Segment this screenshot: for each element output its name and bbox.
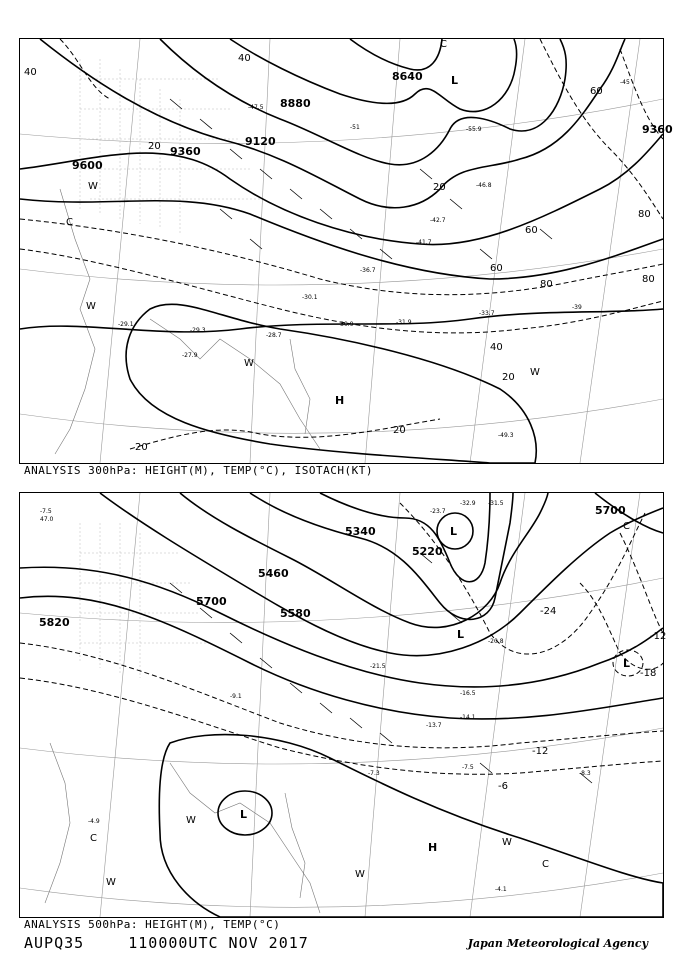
temp-label: -7.5 xyxy=(40,508,52,515)
temp-contour-label: -6 xyxy=(498,781,508,792)
temp-label: -32.9 xyxy=(460,500,476,507)
temp-label: -41.7 xyxy=(416,239,432,246)
temp-label: 47.0 xyxy=(40,516,54,523)
temp-label: -49.3 xyxy=(498,432,514,439)
map-300hpa xyxy=(19,38,673,464)
isotach-label: 40 xyxy=(238,53,251,64)
caption-300hpa: ANALYSIS 300hPa: HEIGHT(M), TEMP(°C), ISOTACH(KT) xyxy=(24,464,374,477)
high-ring xyxy=(126,304,536,463)
isotach-label: 20 xyxy=(393,425,406,436)
warm-center: W xyxy=(502,837,512,848)
map-500hpa xyxy=(19,492,667,918)
height-labels xyxy=(72,70,673,172)
isotach-label: 40 xyxy=(490,342,503,353)
isotach-label: 20 xyxy=(502,372,515,383)
valid-time: 110000UTC NOV 2017 xyxy=(128,934,309,952)
isotach-label: 60 xyxy=(590,86,603,97)
temp-label: -29.3 xyxy=(190,327,206,334)
warm-center: W xyxy=(244,358,254,369)
low-center: L xyxy=(623,657,631,670)
isotach-label: 80 xyxy=(638,209,651,220)
temp-label: -51 xyxy=(350,124,360,131)
cold-center: C xyxy=(66,217,73,228)
temp-label: -27.9 xyxy=(182,352,198,359)
isotach-label: 80 xyxy=(642,274,655,285)
temp-label: -30.9 xyxy=(338,321,354,328)
temperature-contours xyxy=(20,503,663,774)
temp-label: -13.7 xyxy=(426,722,442,729)
agency-name: Japan Meteorological Agency xyxy=(467,937,648,950)
height-label: 5460 xyxy=(258,567,289,580)
height-label: 9360 xyxy=(170,145,201,158)
temp-label: -7.3 xyxy=(368,770,380,777)
temp-label: -21.5 xyxy=(370,663,386,670)
temp-label: -46.8 xyxy=(476,182,492,189)
isotach-label: 20 xyxy=(433,182,446,193)
cold-center: C xyxy=(623,521,630,532)
warm-center: W xyxy=(186,815,196,826)
temp-label: -36.7 xyxy=(360,267,376,274)
temp-label: -20.8 xyxy=(488,638,504,645)
temp-contour-label: -12 xyxy=(650,631,667,642)
isotach-label: 40 xyxy=(24,67,37,78)
height-label: 5700 xyxy=(595,504,626,517)
isotach-label: 20 xyxy=(135,442,148,453)
isotachs xyxy=(20,39,663,449)
isotach-labels xyxy=(24,53,655,453)
warm-center: W xyxy=(530,367,540,378)
height-label: 9600 xyxy=(72,159,103,172)
temp-label: -39 xyxy=(572,304,582,311)
height-label: 5340 xyxy=(345,525,376,538)
warm-center: W xyxy=(106,877,116,888)
temp-label: -16.5 xyxy=(460,690,476,697)
temp-label: -4.1 xyxy=(495,886,507,893)
temp-label: -33.7 xyxy=(479,310,495,317)
temp-label: -31.5 xyxy=(488,500,504,507)
height-label: 5580 xyxy=(280,607,311,620)
temp-label: -8.3 xyxy=(579,770,591,777)
temp-label: -45 xyxy=(620,79,630,86)
height-label: 9120 xyxy=(245,135,276,148)
cold-center: C xyxy=(440,39,447,50)
pressure-centers xyxy=(66,39,540,407)
cold-hatching xyxy=(80,523,210,678)
isotach-label: 20 xyxy=(148,141,161,152)
isotach-label: 60 xyxy=(490,263,503,274)
low-center: L xyxy=(450,525,458,538)
height-label: 5700 xyxy=(196,595,227,608)
temp-label: -29.1 xyxy=(118,321,134,328)
isotach-label: 60 xyxy=(525,225,538,236)
temp-contour-label: -18 xyxy=(640,668,657,679)
temp-label: -9.1 xyxy=(230,693,242,700)
temp-label: -31.9 xyxy=(396,319,412,326)
high-center: H xyxy=(428,841,438,854)
chart-identifier xyxy=(24,934,309,952)
low-center: L xyxy=(240,808,248,821)
map-500hpa-canvas xyxy=(20,493,667,917)
warm-center: W xyxy=(86,301,96,312)
height-label: 8640 xyxy=(392,70,423,83)
height-label: 5820 xyxy=(39,616,70,629)
temp-label: -30.1 xyxy=(302,294,318,301)
cold-center: C xyxy=(542,859,549,870)
cold-center: C xyxy=(90,833,97,844)
temp-label: -4.9 xyxy=(88,818,100,825)
temp-label: -23.7 xyxy=(430,508,446,515)
height-labels xyxy=(39,504,626,629)
pressure-centers xyxy=(90,521,630,888)
temp-label: -47.5 xyxy=(248,104,264,111)
height-label: 5220 xyxy=(412,545,443,558)
temp-label: -28.7 xyxy=(266,332,282,339)
temperature-contour-labels xyxy=(498,606,666,792)
height-label: 8880 xyxy=(280,97,311,110)
height-label: 9360 xyxy=(642,123,673,136)
height-contours xyxy=(20,493,663,719)
temp-contour-label: -12 xyxy=(532,746,549,757)
isotach-label: 80 xyxy=(540,279,553,290)
high-center: H xyxy=(335,394,345,407)
temp-label: -14.1 xyxy=(460,714,476,721)
caption-500hpa: ANALYSIS 500hPa: HEIGHT(M), TEMP(°C) xyxy=(24,918,281,931)
temp-contour-label: -24 xyxy=(540,606,557,617)
temp-label: -55.9 xyxy=(466,126,482,133)
temp-label: -7.5 xyxy=(462,764,474,771)
warm-center: W xyxy=(88,181,98,192)
low-center: L xyxy=(457,628,465,641)
map-300hpa-canvas xyxy=(20,39,673,463)
coastlines xyxy=(45,743,320,913)
chart-code: AUPQ35 xyxy=(24,934,85,952)
warm-center: W xyxy=(355,869,365,880)
low-center: L xyxy=(451,74,459,87)
closed-contours xyxy=(159,513,663,917)
temp-label: -42.7 xyxy=(430,217,446,224)
